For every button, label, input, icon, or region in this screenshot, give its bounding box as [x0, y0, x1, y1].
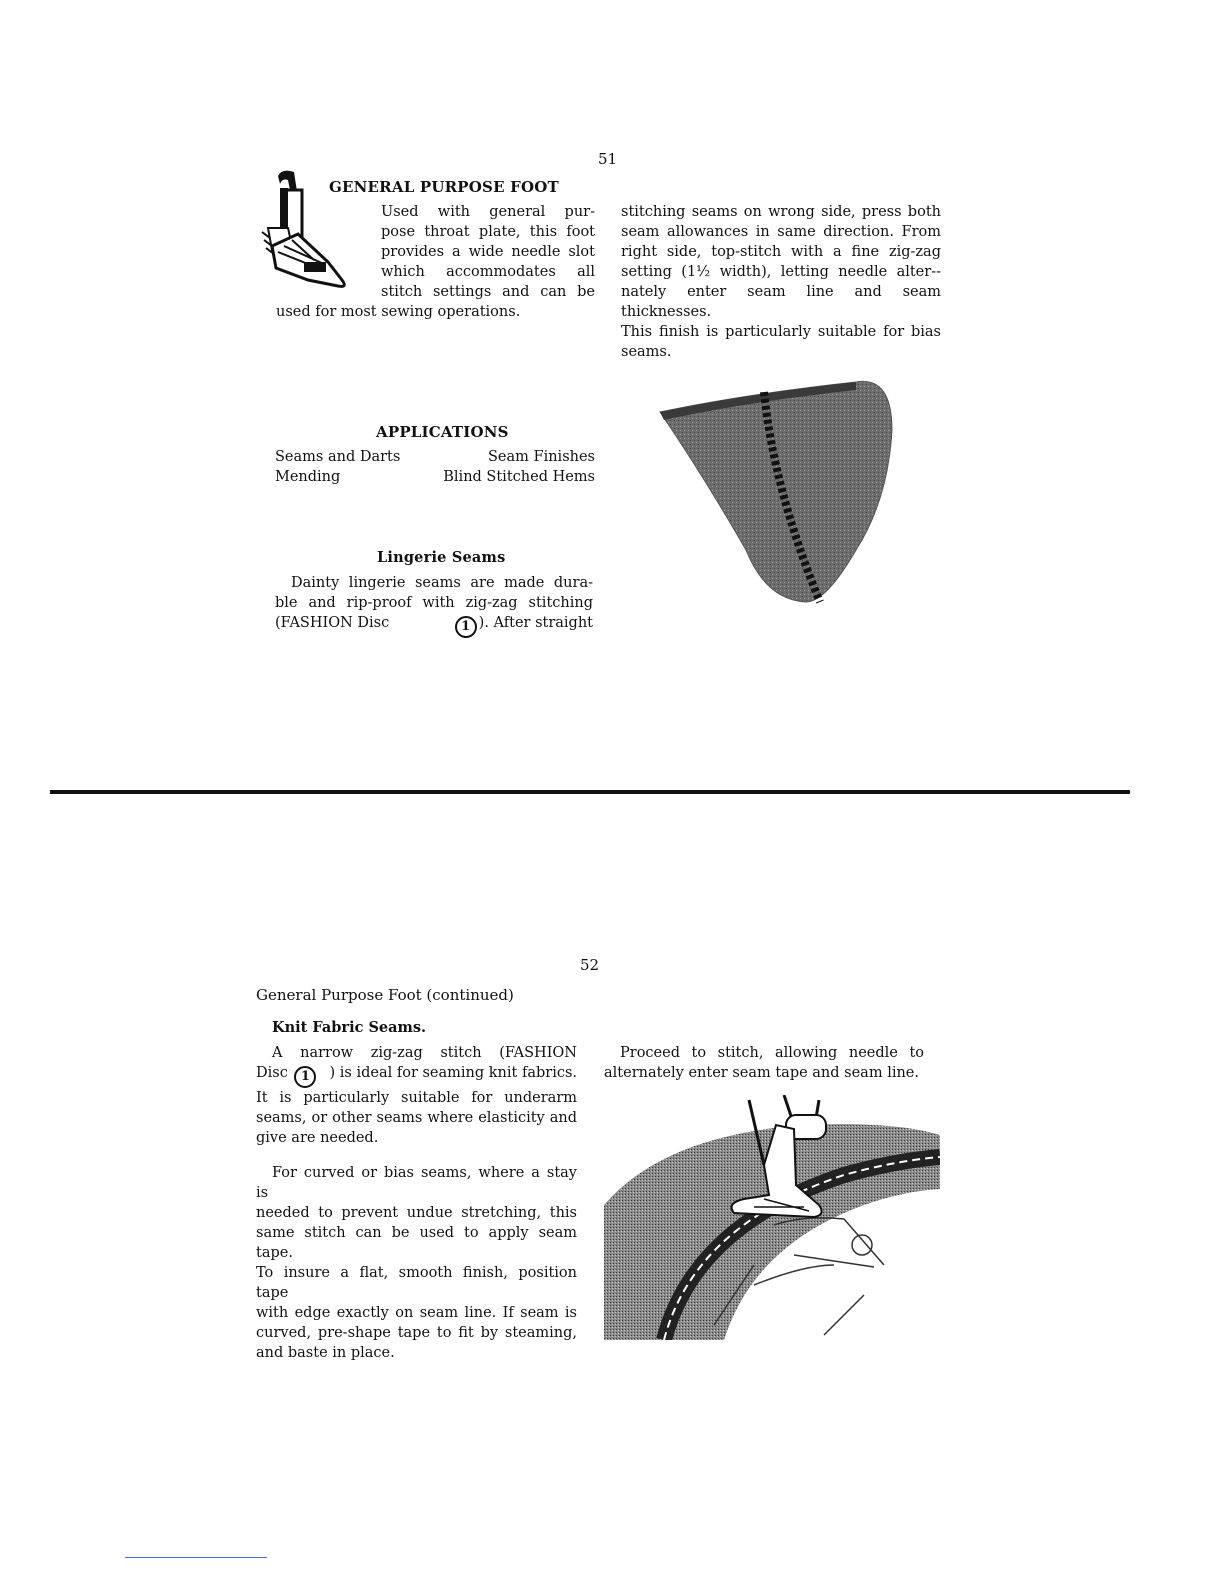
curved-paragraph [256, 1163, 577, 1363]
right-line: This finish is particularly suitable for bias [621, 324, 941, 340]
intro-line: used for most sewing operations. [276, 304, 521, 320]
page-divider [50, 790, 1130, 794]
right-column-paragraph [621, 202, 941, 362]
applications-title: APPLICATIONS [376, 423, 509, 441]
bottom-rule [125, 1557, 267, 1558]
lingerie-text: ). After straight [478, 615, 593, 631]
knit-text: Disc [256, 1065, 288, 1081]
lingerie-disc-wrap [453, 613, 593, 638]
proceed-line: Proceed to stitch, allowing needle to [620, 1045, 924, 1061]
proceed-paragraph [604, 1043, 924, 1083]
lingerie-text: (FASHION Disc [275, 615, 390, 631]
application-item: Mending [275, 469, 341, 485]
lingerie-seam-photo [656, 370, 896, 610]
knit-line [256, 1063, 577, 1088]
application-item: Seams and Darts [275, 449, 401, 465]
intro-line: pose throat plate, this foot [381, 224, 595, 240]
curved-line: and baste in place. [256, 1345, 395, 1361]
page-number-51: 51 [598, 150, 618, 168]
curved-line: To insure a flat, smooth finish, position tape [256, 1265, 577, 1301]
page-number-52: 52 [580, 956, 600, 974]
section-heading: GENERAL PURPOSE FOOT [329, 178, 559, 196]
continued-heading: General Purpose Foot (continued) [256, 986, 514, 1004]
knit-line: A narrow zig-zag stitch (FASHION [272, 1045, 577, 1061]
applications-list [275, 447, 595, 487]
right-line: setting (1½ width), letting needle alter-- [621, 264, 941, 280]
seam-tape-stitching-illustration [604, 1095, 940, 1340]
lingerie-title: Lingerie Seams [377, 549, 506, 566]
knit-line: seams, or other seams where elasticity and [256, 1110, 577, 1126]
right-line: stitching seams on wrong side, press both [621, 204, 941, 220]
applications-row [275, 467, 595, 487]
disc-number-icon: 1 [455, 616, 477, 638]
right-line: nately enter seam line and seam thicknesses. [621, 284, 941, 320]
lingerie-paragraph [275, 573, 593, 638]
intro-paragraph [381, 202, 595, 302]
knit-title: Knit Fabric Seams. [272, 1019, 427, 1036]
intro-line: which accommodates all [381, 264, 595, 280]
applications-row [275, 447, 595, 467]
proceed-line: alternately enter seam tape and seam line. [604, 1065, 919, 1081]
curved-line: same stitch can be used to apply seam tape. [256, 1225, 577, 1261]
curved-line: curved, pre-shape tape to fit by steaming, [256, 1325, 577, 1341]
knit-paragraph [256, 1043, 577, 1148]
intro-line: provides a wide needle slot [381, 244, 595, 260]
intro-line: stitch settings and can be [381, 284, 595, 300]
right-line: seam allowances in same direction. From [621, 224, 941, 240]
intro-line: Used with general pur- [381, 204, 595, 220]
curved-line: with edge exactly on seam line. If seam is [256, 1305, 577, 1321]
curved-line: needed to prevent undue stretching, this [256, 1205, 577, 1221]
knit-text: ) is ideal for seaming knit fabrics. [329, 1065, 577, 1081]
lingerie-line: Dainty lingerie seams are made dura- [291, 575, 593, 591]
knit-disc-wrap [256, 1063, 318, 1088]
disc-number-icon: 1 [294, 1066, 316, 1088]
knit-line: give are needed. [256, 1130, 379, 1146]
curved-line: For curved or bias seams, where a stay is [256, 1165, 577, 1201]
lingerie-line [275, 613, 593, 638]
knit-line: It is particularly suitable for underarm [256, 1090, 577, 1106]
right-line: right side, top-stitch with a fine zig-zag [621, 244, 941, 260]
lingerie-line: ble and rip-proof with zig-zag stitching [275, 595, 593, 611]
application-item: Blind Stitched Hems [443, 469, 595, 485]
application-item: Seam Finishes [488, 449, 595, 465]
right-line: seams. [621, 344, 672, 360]
